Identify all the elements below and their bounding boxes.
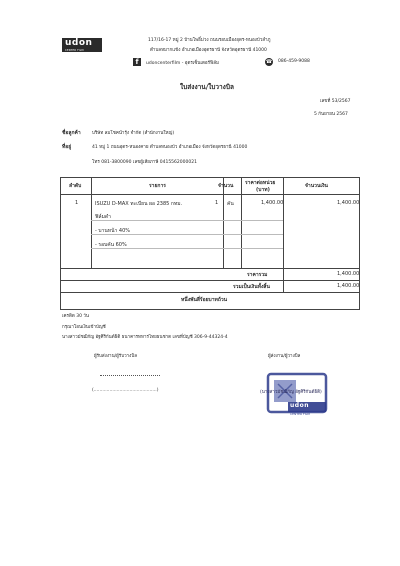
header-amount: จำนวนเงิน [305,183,328,189]
table-header-row [61,178,359,195]
header-item: รายการ [149,183,166,189]
header-unit-price-unit: (บาท) [256,187,270,193]
company-logo [62,38,102,52]
phone-icon: ☎ [265,59,273,65]
row-amount: 1,400.00 [337,200,360,206]
logo-text: udon [65,38,93,48]
items-table [60,177,360,310]
row-item: ISUZU D-MAX ทะเบียน ผอ 2385 กทม. [95,201,183,207]
total-value: 1,400.00 [337,271,360,277]
company-facebook: udoncenterfilm - อุดรเซ็นเตอร์ฟิล์ม [146,61,219,66]
header-unit-price: ราคาต่อหน่วย [245,180,276,186]
transfer-note: กรุณาโอนเงินเข้าบัญชี [62,325,106,330]
row-no: 1 [75,200,79,206]
sender-name: (นางสาวมัชฌิกัญ อัฐศิริกันต์ธิติ) [260,390,322,395]
sender-label: ผู้ส่งงาน/ผู้วางบิล [268,354,301,359]
grand-total-value: 1,400.00 [337,283,360,289]
document-title: ใบส่งงาน/ใบวางบิล [180,83,234,91]
company-address-line1: 117/16-17 หมู่ 2 บ้านโพธิ์ม่วง ถนนรอบเมืองอุดร-หนองบัวลำภู [148,38,271,43]
note-line: ฟิล์มดำ [95,214,111,220]
customer-address-label: ที่อยู่ [62,144,72,150]
row-unit-price: 1,400.00 [261,200,284,206]
document-number: เลขที่ 53/2567 [320,99,351,104]
company-address-line2: ตำบลหมากแข้ง อำเภอเมืองอุดรธานี จังหวัดอุดรธานี 41000 [150,48,267,53]
note-line: - บานหน้า 40% [95,228,131,234]
receiver-label: ผู้รับส่งงาน/ผู้รับวางบิล [94,354,137,359]
row-unit: คัน [227,201,234,207]
company-phone: 086-459-9088 [278,59,310,64]
bank-account: นางสาวมัชฌิกัญ อัฐศิริกันต์ธิติ ธนาคารทหารไทยธนชาต เลขที่บัญชี 306-9-44324-4 [62,335,228,340]
document-date: 5 กันยายน 2567 [314,112,348,117]
row-qty: 1 [215,200,219,206]
note-line: - รอบคัน 60% [95,242,127,248]
receiver-name-blank: (............................................) [92,388,159,393]
customer-address: 41 หมู่ 1 ถนนอุดร-หนองคาย ตำบลหนองบัว อำเภอเมือง จังหวัดอุดรธานี 41000 [92,145,248,150]
customer-name: บริษัท ลมโชคนำรุ้ง จำกัด (สำนักงานใหญ่) [92,131,175,136]
logo-subtext: CENTER FILM [65,49,84,52]
customer-name-label: ชื่อลูกค้า [62,130,81,136]
amount-in-words: หนึ่งพันสี่ร้อยบาทถ้วน [181,297,228,303]
customer-contact: โทร 081-3800090 เลขผู้เสียภาษี 0415562000021 [92,160,197,165]
receiver-signature-line [100,375,160,376]
total-label: ราคารวม [247,272,268,278]
stamp-subtext: CENTER FILM [290,412,310,416]
facebook-icon: f [133,58,141,66]
stamp-text: udon [290,402,309,409]
header-no: ลำดับ [69,183,82,189]
grand-total-label: รวมเป็นเงินทั้งสิ้น [233,284,270,290]
header-qty: จำนวน [218,183,234,189]
credit-term: เครดิต 30 วัน [62,314,89,319]
